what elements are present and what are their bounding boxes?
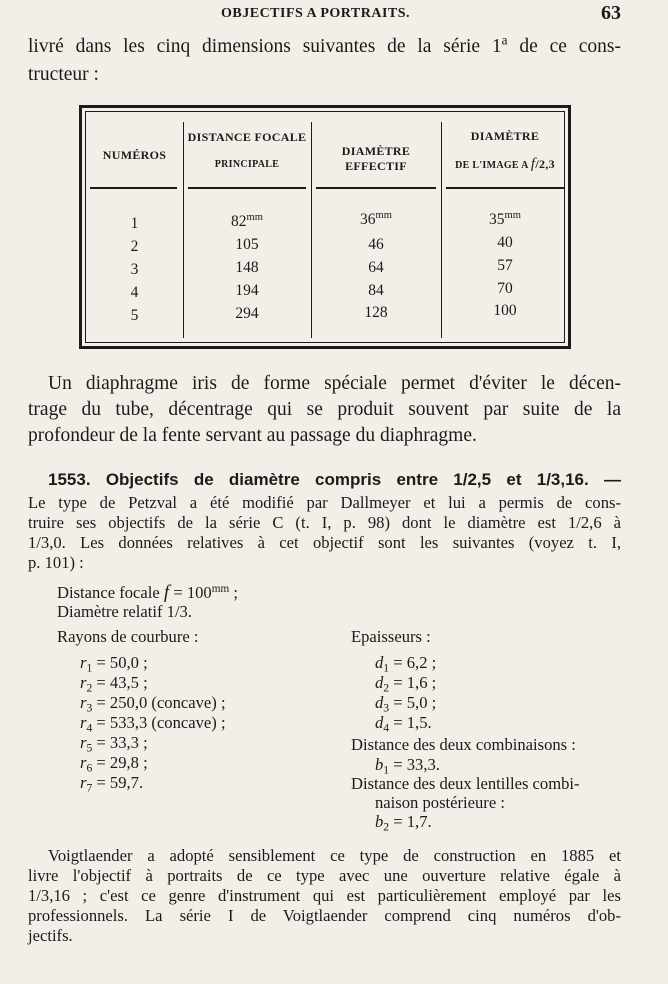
header-diametre-image-sub: DE L'IMAGE A f/2,3 bbox=[455, 156, 555, 172]
header-diametre-image: DIAMÈTRE bbox=[470, 129, 540, 143]
rayon-item: $r_5 = 33,3$ ; bbox=[80, 733, 148, 755]
relatif-line: Diamètre relatif 1/3. bbox=[57, 602, 192, 621]
header-numeros: NUMÉROS bbox=[102, 148, 167, 162]
rayons-title: Rayons de courbure : bbox=[57, 627, 199, 646]
header-diametre-effectif: DIAMÈTRE EFFECTIF bbox=[341, 144, 411, 173]
para2-line1: Un diaphragme iris de forme spéciale permet d'éviter le décen- bbox=[48, 373, 621, 394]
para1-line1: livré dans les cinq dimensions suivantes de la série 1$^a$ de ce cons- bbox=[28, 32, 621, 57]
rayon-item: $r_3 = 250,0$ (concave) ; bbox=[80, 693, 226, 715]
table-rule bbox=[446, 187, 564, 189]
epaisseur-item: $d_2 = 1,6$ ; bbox=[375, 673, 437, 695]
para2-line2: trage du tube, décentrage qui se produit souvent par suite de la bbox=[28, 399, 621, 420]
section-line4: p. 101) : bbox=[28, 553, 84, 572]
para3-line5: jectifs. bbox=[28, 926, 73, 945]
table-cell: 3 bbox=[130, 261, 139, 278]
para3-line1: Voigtlaender a adopté sensiblement ce type de construction en 1885 et bbox=[48, 846, 621, 865]
lentilles-title-1: Distance des deux lentilles combi- bbox=[351, 774, 580, 793]
table-cell: 5 bbox=[130, 307, 139, 324]
epaisseur-item: $d_3 = 5,0$ ; bbox=[375, 693, 437, 715]
table-cell: 194 bbox=[235, 282, 259, 299]
table-cell: 46 bbox=[368, 236, 384, 253]
table-rule bbox=[188, 187, 306, 189]
para3-line4: professionnels. La série I de Voigtlaender comprend cinq numéros d'ob- bbox=[28, 906, 621, 925]
table-cell: $82^{mm}$ bbox=[231, 212, 263, 230]
rayon-item: $r_4 = 533,3$ (concave) ; bbox=[80, 713, 226, 735]
section-line3: 1/3,0. Les données relatives à cet objectif sont les suivantes (voyez t. I, bbox=[28, 533, 621, 552]
section-line2: truire ses objectifs de la série C (t. I, p. 98) dont le diamètre est 1/2,6 à bbox=[28, 513, 621, 532]
page-number: 63 bbox=[601, 2, 621, 24]
focale-line: Distance focale $f = 100^{mm}$ ; bbox=[57, 582, 239, 603]
section-line1: Le type de Petzval a été modifié par Dallmeyer et lui a permis de cons- bbox=[28, 493, 621, 512]
table-cell: 1 bbox=[130, 215, 139, 232]
rayon-item: $r_2 = 43,5$ ; bbox=[80, 673, 148, 695]
combinaisons-value: $b_1 = 33,3$. bbox=[375, 755, 440, 777]
section-heading: 1553. Objectifs de diamètre compris entre 1/2,5 et 1/3,16. — bbox=[48, 470, 621, 489]
table-cell: 105 bbox=[235, 236, 259, 253]
epaisseurs-title: Epaisseurs : bbox=[351, 627, 431, 646]
table-cell: 128 bbox=[364, 304, 388, 321]
table-cell: 100 bbox=[493, 302, 517, 319]
table-cell: 57 bbox=[497, 257, 513, 274]
table-cell: $35^{mm}$ bbox=[489, 210, 521, 228]
table-cell: 84 bbox=[368, 282, 384, 299]
table-rule bbox=[90, 187, 177, 189]
lentilles-title-2: naison postérieure : bbox=[375, 793, 505, 812]
rayon-item: $r_1 = 50,0$ ; bbox=[80, 653, 148, 675]
header-focale: DISTANCE FOCALE bbox=[187, 130, 307, 144]
table-cell: 4 bbox=[130, 284, 139, 301]
header-focale-sub: PRINCIPALE bbox=[214, 159, 280, 170]
dimensions-table bbox=[79, 105, 571, 349]
table-cell: 148 bbox=[235, 259, 259, 276]
table-cell: 40 bbox=[497, 234, 513, 251]
table-cell: 64 bbox=[368, 259, 384, 276]
running-title: OBJECTIFS A PORTRAITS. bbox=[221, 6, 411, 21]
para2-line3: profondeur de la fente servant au passage du diaphragme. bbox=[28, 425, 477, 446]
table-cell: 294 bbox=[235, 305, 259, 322]
rayon-item: $r_7 = 59,7$. bbox=[80, 773, 144, 795]
table-cell: 70 bbox=[497, 280, 513, 297]
rayon-item: $r_6 = 29,8$ ; bbox=[80, 753, 148, 775]
table-rule bbox=[316, 187, 436, 189]
lentilles-value: $b_2 = 1,7$. bbox=[375, 812, 432, 834]
para1-line2: tructeur : bbox=[28, 64, 99, 85]
combinaisons-title: Distance des deux combinaisons : bbox=[351, 735, 576, 754]
para3-line3: 1/3,16 ; c'est ce genre d'instrument qui est particulièrement employé par les bbox=[28, 886, 621, 905]
epaisseur-item: $d_1 = 6,2$ ; bbox=[375, 653, 437, 675]
epaisseur-item: $d_4 = 1,5$. bbox=[375, 713, 432, 735]
table-cell: 2 bbox=[130, 238, 139, 255]
para3-line2: livre l'objectif à portraits de ce type avec une ouverture relative égale à bbox=[28, 866, 621, 885]
table-cell: $36^{mm}$ bbox=[360, 210, 392, 228]
